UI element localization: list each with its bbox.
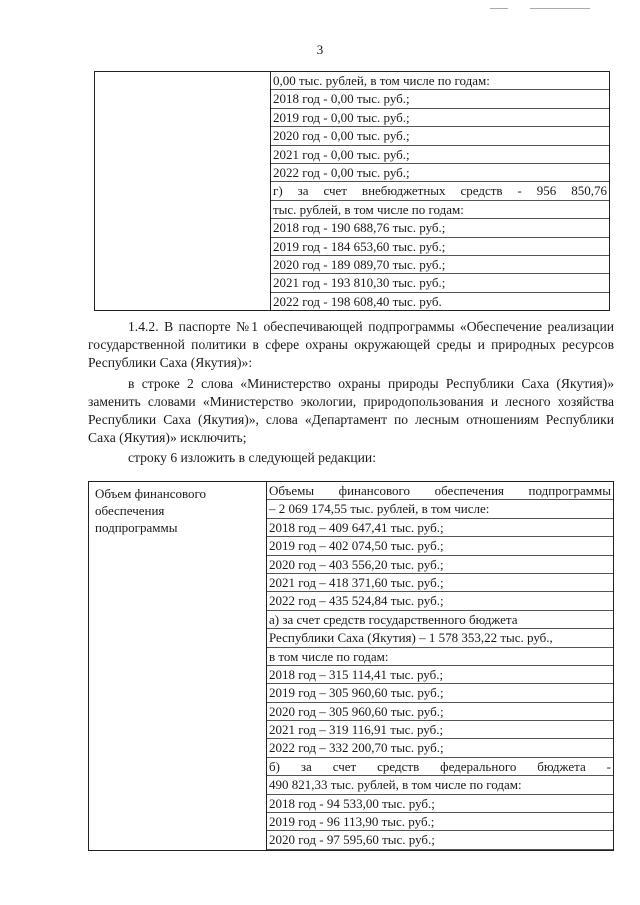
financing-details-cell [267,482,614,851]
table-line: 2022 год – 435 524,84 тыс. руб.; [267,592,613,610]
table-line: 2019 год - 96 113,90 тыс. руб.; [267,813,613,831]
row-label-cell [89,482,267,851]
table-line: 2018 год – 315 114,41 тыс. руб.; [267,666,613,684]
empty-left-cell [95,72,271,311]
table-line: 2019 год – 402 074,50 тыс. руб.; [267,537,613,555]
table-line: 2018 год - 0,00 тыс. руб.; [271,90,609,108]
paragraph-1-4-2: 1.4.2. В паспорте №1 обеспечивающей подпрограммы «Обеспечение реализации государственной политики в сфере охраны окружающей среды и природных ресурсов Республики Саха (Якутия)»: [88,319,614,371]
table-line: 2020 год - 97 595,60 тыс. руб.; [267,831,613,849]
table-line: Объемы финансового обеспечения подпрограммы [267,482,613,500]
table-line: 0,00 тыс. рублей, в том числе по годам: [271,72,609,90]
paragraph-row-2: в строке 2 слова «Министерство охраны природы Республики Саха (Якутия)» заменить словами «Министерство экологии, природопользования и лесного хозяйства Республики Саха (Якутия)», слова «Департамент по лесным отношениям Республики Саха (Якутия)» исключить; [88,375,614,446]
table-line: 2020 год - 0,00 тыс. руб.; [271,127,609,145]
table-line: 2022 год - 198 608,40 тыс. руб. [273,293,442,309]
table-line: 2021 год – 418 371,60 тыс. руб.; [267,574,613,592]
row-label-line: обеспечения [95,503,165,518]
table-line: Республики Саха (Якутия) – 1 578 353,22 тыс. руб., [267,629,613,647]
table-line: 2018 год - 190 688,76 тыс. руб.; [271,219,609,237]
row-label-line: подпрограммы [95,520,178,535]
table-line: а) за счет средств государственного бюджета [267,611,613,629]
table-line: 2020 год – 305 960,60 тыс. руб.; [267,703,613,721]
financing-table-new [88,481,614,851]
table-line: 2019 год - 184 653,60 тыс. руб.; [271,238,609,256]
table-line: 490 821,33 тыс. рублей, в том числе по годам: [267,776,613,794]
table-line: г) за счет внебюджетных средств - 956 850,76 [271,182,609,200]
table-line: 2022 год - 0,00 тыс. руб.; [271,164,609,182]
table-line: 2021 год - 193 810,30 тыс. руб.; [271,274,609,292]
row-label-line: Объем финансового [95,486,207,501]
financing-table-continued [94,71,610,311]
table-line: 2021 год – 319 116,91 тыс. руб.; [267,721,613,739]
table-line: тыс. рублей, в том числе по годам: [271,201,609,219]
table-line: б) за счет средств федерального бюджета - [267,758,613,776]
table-line: 2018 год – 409 647,41 тыс. руб.; [267,519,613,537]
table-line: 2019 год - 0,00 тыс. руб.; [271,109,609,127]
paragraph-row-6: строку 6 изложить в следующей редакции: [128,450,376,466]
table-line: 2018 год - 94 533,00 тыс. руб.; [267,795,613,813]
table-line: 2019 год – 305 960,60 тыс. руб.; [267,684,613,702]
table-line: 2020 год - 189 089,70 тыс. руб.; [271,256,609,274]
table-line: 2020 год – 403 556,20 тыс. руб.; [267,556,613,574]
table-line: в том числе по годам: [267,648,613,666]
table-line: 2022 год – 332 200,70 тыс. руб.; [267,739,613,757]
amendment-text [88,318,614,468]
scan-artifact [490,6,600,12]
table-line: 2021 год - 0,00 тыс. руб.; [271,146,609,164]
page-number: 3 [316,42,324,57]
financing-details-cell [271,72,610,311]
table-line: – 2 069 174,55 тыс. рублей, в том числе: [267,500,613,518]
